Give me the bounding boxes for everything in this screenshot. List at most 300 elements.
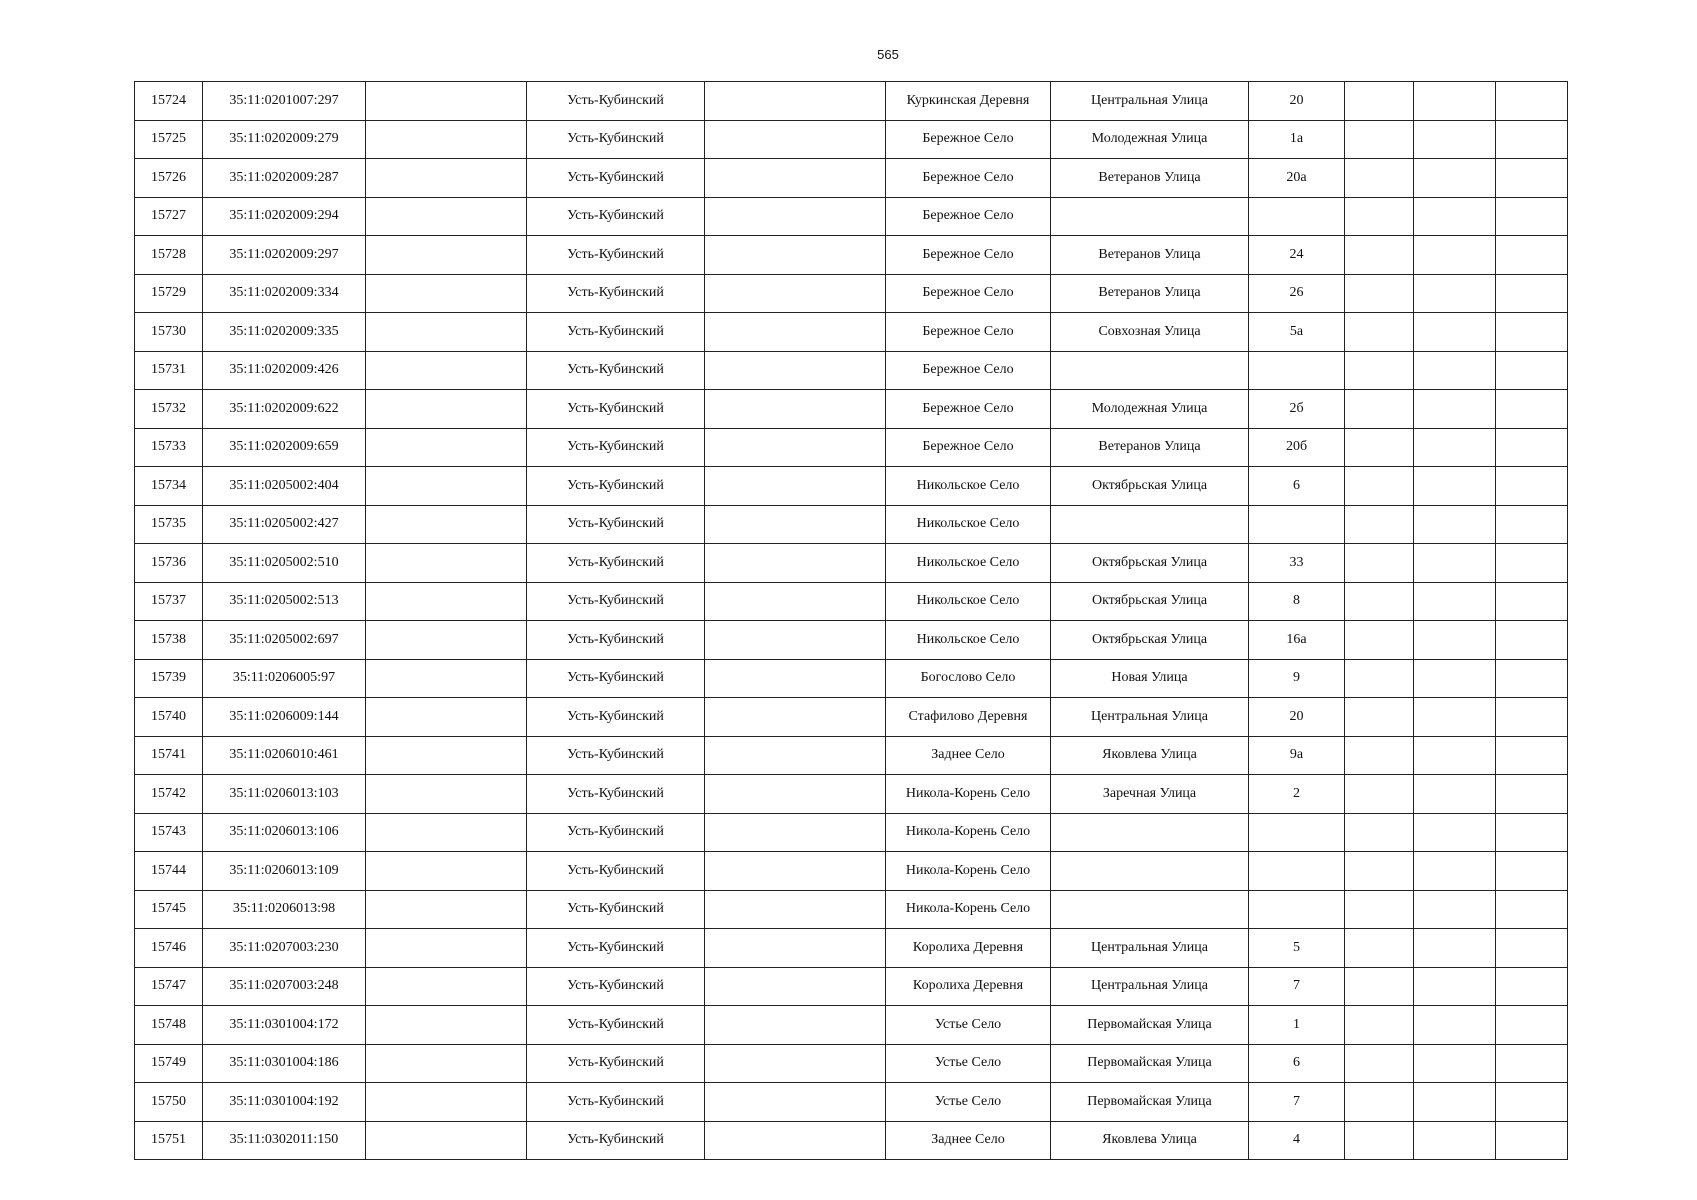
- empty-cell: [1345, 428, 1414, 467]
- empty-cell: [705, 159, 886, 198]
- district-cell: Усть-Кубинский: [527, 659, 705, 698]
- cadastral-number-cell: 35:11:0205002:427: [203, 505, 366, 544]
- cadastral-number-cell: 35:11:0207003:230: [203, 929, 366, 968]
- empty-cell: [1345, 82, 1414, 121]
- district-cell: Усть-Кубинский: [527, 1006, 705, 1045]
- table-row: [135, 351, 1568, 390]
- property-registry-table: [134, 81, 1568, 1160]
- page-number: 565: [877, 47, 899, 62]
- empty-cell: [366, 428, 527, 467]
- empty-cell: [366, 582, 527, 621]
- street-cell: Новая Улица: [1051, 659, 1249, 698]
- locality-cell: Богослово Село: [886, 659, 1051, 698]
- cadastral-number-cell: 35:11:0206013:103: [203, 775, 366, 814]
- empty-cell: [1496, 1006, 1568, 1045]
- empty-cell: [1496, 929, 1568, 968]
- table-row: [135, 1044, 1568, 1083]
- empty-cell: [1414, 467, 1496, 506]
- house-number-cell: 9а: [1249, 736, 1345, 775]
- house-number-cell: 1а: [1249, 120, 1345, 159]
- house-number-cell: 6: [1249, 467, 1345, 506]
- table-row: [135, 582, 1568, 621]
- empty-cell: [1414, 659, 1496, 698]
- empty-cell: [1496, 313, 1568, 352]
- record-number-cell: 15740: [135, 698, 203, 737]
- cadastral-number-cell: 35:11:0202009:294: [203, 197, 366, 236]
- empty-cell: [1414, 698, 1496, 737]
- street-cell: Ветеранов Улица: [1051, 236, 1249, 275]
- empty-cell: [1496, 775, 1568, 814]
- empty-cell: [1414, 1121, 1496, 1160]
- street-cell: [1051, 852, 1249, 891]
- district-cell: Усть-Кубинский: [527, 120, 705, 159]
- empty-cell: [705, 852, 886, 891]
- empty-cell: [705, 967, 886, 1006]
- table-row: [135, 1121, 1568, 1160]
- table-row: [135, 1006, 1568, 1045]
- locality-cell: Никола-Корень Село: [886, 813, 1051, 852]
- empty-cell: [1496, 505, 1568, 544]
- empty-cell: [705, 467, 886, 506]
- empty-cell: [1414, 274, 1496, 313]
- empty-cell: [1345, 197, 1414, 236]
- empty-cell: [1345, 698, 1414, 737]
- district-cell: Усть-Кубинский: [527, 197, 705, 236]
- record-number-cell: 15726: [135, 159, 203, 198]
- empty-cell: [705, 505, 886, 544]
- empty-cell: [1345, 582, 1414, 621]
- empty-cell: [1345, 1006, 1414, 1045]
- empty-cell: [1345, 159, 1414, 198]
- locality-cell: Бережное Село: [886, 274, 1051, 313]
- house-number-cell: 20б: [1249, 428, 1345, 467]
- locality-cell: Никола-Корень Село: [886, 890, 1051, 929]
- street-cell: Молодежная Улица: [1051, 390, 1249, 429]
- district-cell: Усть-Кубинский: [527, 351, 705, 390]
- house-number-cell: 33: [1249, 544, 1345, 583]
- empty-cell: [1414, 390, 1496, 429]
- table-row: [135, 1083, 1568, 1122]
- record-number-cell: 15725: [135, 120, 203, 159]
- locality-cell: Бережное Село: [886, 159, 1051, 198]
- locality-cell: Никольское Село: [886, 621, 1051, 660]
- table-row: [135, 544, 1568, 583]
- house-number-cell: [1249, 505, 1345, 544]
- empty-cell: [1496, 967, 1568, 1006]
- empty-cell: [1496, 351, 1568, 390]
- district-cell: Усть-Кубинский: [527, 967, 705, 1006]
- locality-cell: Никольское Село: [886, 582, 1051, 621]
- locality-cell: Бережное Село: [886, 390, 1051, 429]
- cadastral-number-cell: 35:11:0202009:297: [203, 236, 366, 275]
- cadastral-number-cell: 35:11:0201007:297: [203, 82, 366, 121]
- empty-cell: [1414, 159, 1496, 198]
- empty-cell: [705, 1121, 886, 1160]
- district-cell: Усть-Кубинский: [527, 929, 705, 968]
- empty-cell: [1496, 197, 1568, 236]
- cadastral-number-cell: 35:11:0205002:697: [203, 621, 366, 660]
- district-cell: Усть-Кубинский: [527, 813, 705, 852]
- empty-cell: [1496, 659, 1568, 698]
- empty-cell: [705, 428, 886, 467]
- house-number-cell: 7: [1249, 1083, 1345, 1122]
- empty-cell: [1414, 813, 1496, 852]
- street-cell: Центральная Улица: [1051, 967, 1249, 1006]
- street-cell: Яковлева Улица: [1051, 736, 1249, 775]
- empty-cell: [366, 390, 527, 429]
- empty-cell: [366, 698, 527, 737]
- house-number-cell: 9: [1249, 659, 1345, 698]
- empty-cell: [1345, 929, 1414, 968]
- street-cell: Молодежная Улица: [1051, 120, 1249, 159]
- district-cell: Усть-Кубинский: [527, 736, 705, 775]
- empty-cell: [1414, 852, 1496, 891]
- empty-cell: [366, 890, 527, 929]
- cadastral-number-cell: 35:11:0202009:426: [203, 351, 366, 390]
- empty-cell: [1345, 967, 1414, 1006]
- locality-cell: Королиха Деревня: [886, 929, 1051, 968]
- empty-cell: [366, 197, 527, 236]
- empty-cell: [1496, 467, 1568, 506]
- empty-cell: [366, 351, 527, 390]
- empty-cell: [366, 1006, 527, 1045]
- cadastral-number-cell: 35:11:0202009:279: [203, 120, 366, 159]
- record-number-cell: 15750: [135, 1083, 203, 1122]
- district-cell: Усть-Кубинский: [527, 890, 705, 929]
- cadastral-number-cell: 35:11:0301004:186: [203, 1044, 366, 1083]
- district-cell: Усть-Кубинский: [527, 505, 705, 544]
- house-number-cell: 26: [1249, 274, 1345, 313]
- table-row: [135, 467, 1568, 506]
- empty-cell: [1414, 775, 1496, 814]
- empty-cell: [1414, 890, 1496, 929]
- empty-cell: [705, 929, 886, 968]
- locality-cell: Никольское Село: [886, 467, 1051, 506]
- empty-cell: [1496, 428, 1568, 467]
- empty-cell: [366, 929, 527, 968]
- house-number-cell: 20: [1249, 698, 1345, 737]
- empty-cell: [1345, 351, 1414, 390]
- empty-cell: [366, 736, 527, 775]
- empty-cell: [1414, 1006, 1496, 1045]
- empty-cell: [705, 82, 886, 121]
- record-number-cell: 15730: [135, 313, 203, 352]
- record-number-cell: 15728: [135, 236, 203, 275]
- empty-cell: [366, 621, 527, 660]
- empty-cell: [1496, 582, 1568, 621]
- table-row: [135, 659, 1568, 698]
- street-cell: [1051, 351, 1249, 390]
- district-cell: Усть-Кубинский: [527, 852, 705, 891]
- empty-cell: [1414, 120, 1496, 159]
- cadastral-number-cell: 35:11:0205002:513: [203, 582, 366, 621]
- record-number-cell: 15744: [135, 852, 203, 891]
- empty-cell: [1414, 621, 1496, 660]
- empty-cell: [1496, 82, 1568, 121]
- cadastral-number-cell: 35:11:0206013:98: [203, 890, 366, 929]
- house-number-cell: [1249, 197, 1345, 236]
- empty-cell: [705, 351, 886, 390]
- empty-cell: [705, 736, 886, 775]
- record-number-cell: 15747: [135, 967, 203, 1006]
- table-row: [135, 736, 1568, 775]
- street-cell: Центральная Улица: [1051, 929, 1249, 968]
- street-cell: Центральная Улица: [1051, 698, 1249, 737]
- empty-cell: [366, 236, 527, 275]
- table-row: [135, 82, 1568, 121]
- locality-cell: Устье Село: [886, 1044, 1051, 1083]
- district-cell: Усть-Кубинский: [527, 274, 705, 313]
- record-number-cell: 15734: [135, 467, 203, 506]
- empty-cell: [1496, 736, 1568, 775]
- table-row: [135, 890, 1568, 929]
- street-cell: [1051, 890, 1249, 929]
- empty-cell: [1414, 544, 1496, 583]
- house-number-cell: 2: [1249, 775, 1345, 814]
- record-number-cell: 15738: [135, 621, 203, 660]
- cadastral-number-cell: 35:11:0206009:144: [203, 698, 366, 737]
- empty-cell: [1496, 1083, 1568, 1122]
- table-row: [135, 428, 1568, 467]
- locality-cell: Бережное Село: [886, 197, 1051, 236]
- empty-cell: [1496, 1121, 1568, 1160]
- table-row: [135, 313, 1568, 352]
- record-number-cell: 15742: [135, 775, 203, 814]
- empty-cell: [366, 1044, 527, 1083]
- table-row: [135, 852, 1568, 891]
- record-number-cell: 15736: [135, 544, 203, 583]
- empty-cell: [1414, 197, 1496, 236]
- empty-cell: [705, 274, 886, 313]
- empty-cell: [705, 813, 886, 852]
- record-number-cell: 15748: [135, 1006, 203, 1045]
- district-cell: Усть-Кубинский: [527, 621, 705, 660]
- empty-cell: [1414, 736, 1496, 775]
- record-number-cell: 15737: [135, 582, 203, 621]
- locality-cell: Бережное Село: [886, 313, 1051, 352]
- empty-cell: [1414, 929, 1496, 968]
- record-number-cell: 15729: [135, 274, 203, 313]
- table-row: [135, 967, 1568, 1006]
- record-number-cell: 15724: [135, 82, 203, 121]
- cadastral-number-cell: 35:11:0206013:109: [203, 852, 366, 891]
- street-cell: Первомайская Улица: [1051, 1083, 1249, 1122]
- district-cell: Усть-Кубинский: [527, 544, 705, 583]
- record-number-cell: 15727: [135, 197, 203, 236]
- empty-cell: [366, 505, 527, 544]
- house-number-cell: 7: [1249, 967, 1345, 1006]
- empty-cell: [1345, 1121, 1414, 1160]
- empty-cell: [705, 890, 886, 929]
- house-number-cell: 16а: [1249, 621, 1345, 660]
- locality-cell: Бережное Село: [886, 120, 1051, 159]
- house-number-cell: [1249, 852, 1345, 891]
- locality-cell: Никола-Корень Село: [886, 852, 1051, 891]
- empty-cell: [705, 197, 886, 236]
- empty-cell: [1496, 544, 1568, 583]
- locality-cell: Устье Село: [886, 1006, 1051, 1045]
- street-cell: Первомайская Улица: [1051, 1006, 1249, 1045]
- empty-cell: [1414, 82, 1496, 121]
- empty-cell: [1496, 621, 1568, 660]
- district-cell: Усть-Кубинский: [527, 698, 705, 737]
- street-cell: Первомайская Улица: [1051, 1044, 1249, 1083]
- empty-cell: [705, 1006, 886, 1045]
- table-row: [135, 621, 1568, 660]
- locality-cell: Бережное Село: [886, 236, 1051, 275]
- house-number-cell: [1249, 890, 1345, 929]
- house-number-cell: 4: [1249, 1121, 1345, 1160]
- street-cell: Заречная Улица: [1051, 775, 1249, 814]
- record-number-cell: 15731: [135, 351, 203, 390]
- house-number-cell: 1: [1249, 1006, 1345, 1045]
- empty-cell: [1496, 159, 1568, 198]
- cadastral-number-cell: 35:11:0205002:404: [203, 467, 366, 506]
- table-row: [135, 505, 1568, 544]
- cadastral-number-cell: 35:11:0202009:335: [203, 313, 366, 352]
- cadastral-number-cell: 35:11:0202009:287: [203, 159, 366, 198]
- house-number-cell: 8: [1249, 582, 1345, 621]
- table-row: [135, 390, 1568, 429]
- empty-cell: [1345, 274, 1414, 313]
- empty-cell: [1345, 390, 1414, 429]
- district-cell: Усть-Кубинский: [527, 82, 705, 121]
- house-number-cell: [1249, 813, 1345, 852]
- cadastral-number-cell: 35:11:0206005:97: [203, 659, 366, 698]
- district-cell: Усть-Кубинский: [527, 313, 705, 352]
- locality-cell: Стафилово Деревня: [886, 698, 1051, 737]
- empty-cell: [366, 544, 527, 583]
- street-cell: Ветеранов Улица: [1051, 428, 1249, 467]
- empty-cell: [1496, 390, 1568, 429]
- street-cell: Октябрьская Улица: [1051, 467, 1249, 506]
- empty-cell: [1345, 1044, 1414, 1083]
- empty-cell: [1345, 236, 1414, 275]
- empty-cell: [1414, 313, 1496, 352]
- record-number-cell: 15751: [135, 1121, 203, 1160]
- district-cell: Усть-Кубинский: [527, 236, 705, 275]
- empty-cell: [1345, 852, 1414, 891]
- locality-cell: Куркинская Деревня: [886, 82, 1051, 121]
- cadastral-number-cell: 35:11:0301004:172: [203, 1006, 366, 1045]
- empty-cell: [1345, 775, 1414, 814]
- empty-cell: [705, 1083, 886, 1122]
- table-row: [135, 274, 1568, 313]
- empty-cell: [705, 698, 886, 737]
- cadastral-number-cell: 35:11:0202009:659: [203, 428, 366, 467]
- empty-cell: [366, 659, 527, 698]
- record-number-cell: 15735: [135, 505, 203, 544]
- house-number-cell: 5: [1249, 929, 1345, 968]
- table-row: [135, 813, 1568, 852]
- street-cell: [1051, 197, 1249, 236]
- street-cell: Ветеранов Улица: [1051, 159, 1249, 198]
- empty-cell: [1496, 120, 1568, 159]
- cadastral-number-cell: 35:11:0301004:192: [203, 1083, 366, 1122]
- empty-cell: [705, 390, 886, 429]
- empty-cell: [366, 120, 527, 159]
- street-cell: Октябрьская Улица: [1051, 544, 1249, 583]
- cadastral-number-cell: 35:11:0206010:461: [203, 736, 366, 775]
- locality-cell: Бережное Село: [886, 351, 1051, 390]
- empty-cell: [1345, 313, 1414, 352]
- empty-cell: [366, 159, 527, 198]
- district-cell: Усть-Кубинский: [527, 775, 705, 814]
- cadastral-number-cell: 35:11:0302011:150: [203, 1121, 366, 1160]
- empty-cell: [1414, 428, 1496, 467]
- record-number-cell: 15743: [135, 813, 203, 852]
- house-number-cell: 6: [1249, 1044, 1345, 1083]
- district-cell: Усть-Кубинский: [527, 1044, 705, 1083]
- record-number-cell: 15749: [135, 1044, 203, 1083]
- street-cell: Октябрьская Улица: [1051, 621, 1249, 660]
- street-cell: [1051, 505, 1249, 544]
- empty-cell: [1345, 736, 1414, 775]
- record-number-cell: 15733: [135, 428, 203, 467]
- empty-cell: [1496, 852, 1568, 891]
- street-cell: Центральная Улица: [1051, 82, 1249, 121]
- house-number-cell: 2б: [1249, 390, 1345, 429]
- empty-cell: [1496, 890, 1568, 929]
- street-cell: [1051, 813, 1249, 852]
- empty-cell: [366, 1121, 527, 1160]
- empty-cell: [705, 544, 886, 583]
- empty-cell: [705, 313, 886, 352]
- street-cell: Яковлева Улица: [1051, 1121, 1249, 1160]
- district-cell: Усть-Кубинский: [527, 582, 705, 621]
- empty-cell: [705, 120, 886, 159]
- empty-cell: [705, 1044, 886, 1083]
- empty-cell: [1414, 1083, 1496, 1122]
- table-row: [135, 929, 1568, 968]
- empty-cell: [1414, 505, 1496, 544]
- empty-cell: [1345, 120, 1414, 159]
- locality-cell: Устье Село: [886, 1083, 1051, 1122]
- empty-cell: [1345, 621, 1414, 660]
- empty-cell: [366, 1083, 527, 1122]
- table-body: [135, 82, 1568, 1160]
- empty-cell: [1496, 698, 1568, 737]
- locality-cell: Никольское Село: [886, 544, 1051, 583]
- table-row: [135, 197, 1568, 236]
- empty-cell: [705, 621, 886, 660]
- cadastral-number-cell: 35:11:0205002:510: [203, 544, 366, 583]
- house-number-cell: 20: [1249, 82, 1345, 121]
- district-cell: Усть-Кубинский: [527, 428, 705, 467]
- empty-cell: [705, 659, 886, 698]
- locality-cell: Королиха Деревня: [886, 967, 1051, 1006]
- locality-cell: Никольское Село: [886, 505, 1051, 544]
- cadastral-number-cell: 35:11:0206013:106: [203, 813, 366, 852]
- empty-cell: [366, 467, 527, 506]
- district-cell: Усть-Кубинский: [527, 1121, 705, 1160]
- empty-cell: [1345, 813, 1414, 852]
- table-row: [135, 775, 1568, 814]
- district-cell: Усть-Кубинский: [527, 390, 705, 429]
- house-number-cell: 24: [1249, 236, 1345, 275]
- empty-cell: [1345, 544, 1414, 583]
- empty-cell: [705, 582, 886, 621]
- empty-cell: [1496, 1044, 1568, 1083]
- cadastral-number-cell: 35:11:0207003:248: [203, 967, 366, 1006]
- table-row: [135, 159, 1568, 198]
- record-number-cell: 15739: [135, 659, 203, 698]
- locality-cell: Заднее Село: [886, 736, 1051, 775]
- empty-cell: [366, 313, 527, 352]
- cadastral-number-cell: 35:11:0202009:334: [203, 274, 366, 313]
- district-cell: Усть-Кубинский: [527, 159, 705, 198]
- locality-cell: Бережное Село: [886, 428, 1051, 467]
